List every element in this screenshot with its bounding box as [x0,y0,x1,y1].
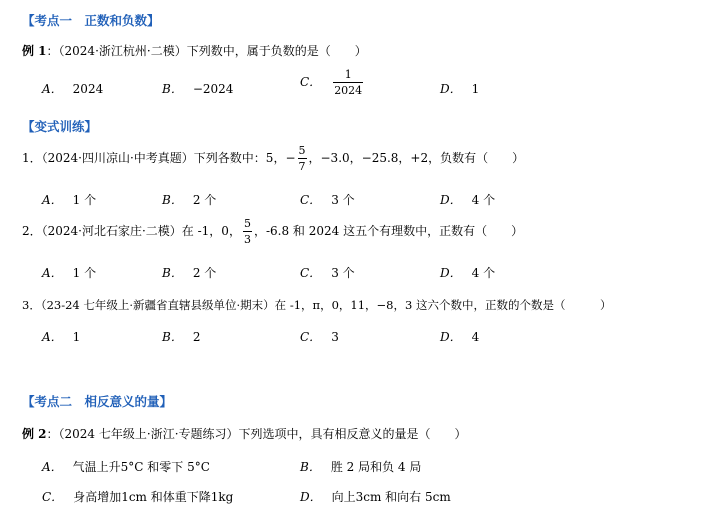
fraction-denominator: 3 [243,233,251,246]
option-value: 3 [331,330,339,344]
section-heading-training [22,117,97,135]
option-c [300,191,355,208]
option-d [440,80,479,97]
option-c [300,264,355,281]
example-text: ：（2024·浙江杭州·二模）下列数中，属于负数的是（ ） [46,44,367,58]
bracket-close: 】 [159,394,173,409]
option-b [300,458,421,475]
example-label: 例 2 [22,427,47,441]
stem-after: ，−3.0，−25.8，+2，负数有（ ） [308,151,525,165]
option-letter: C． [300,266,322,280]
option-letter: D． [440,193,462,207]
option-a [42,191,96,208]
stem-text: 3．（23-24 七年级上·新疆省直辖县级单位·期末）在 -1，π，0，11，−8，3 这六个数中，正数的个数是（ ） [22,298,612,312]
option-letter: B． [162,82,183,96]
option-value: 4 个 [471,193,496,207]
option-c [300,328,339,345]
example-1-stem [22,42,367,59]
option-letter: A． [42,193,63,207]
stem-before: 2．（2024·河北石家庄·二模）在 -1，0， [22,224,241,238]
option-letter: A． [42,266,63,280]
option-letter: C． [300,193,322,207]
bracket-close: 】 [147,13,160,28]
bracket-open: 【 [22,394,35,409]
option-letter: A． [42,82,63,96]
section-title: 变式训练 [34,119,85,134]
option-d [300,488,451,505]
option-letter: A． [42,460,63,474]
option-letter: D． [440,266,462,280]
question-2-stem [22,218,523,245]
option-value: 1 [72,330,81,344]
option-b [162,264,216,281]
option-value: 2 个 [192,193,217,207]
option-letter: D． [300,490,322,504]
fraction [298,145,307,172]
option-a [42,80,103,97]
section-title: 考点二 相反意义的量 [34,394,160,409]
option-value: 胜 2 局和负 4 局 [330,460,422,474]
option-value: 身高增加1cm 和体重下降1kg [73,490,234,504]
fraction-denominator: 7 [298,160,306,173]
option-letter: B． [162,330,183,344]
option-a [42,328,80,345]
option-value: 向上3cm 和向右 5cm [331,490,451,504]
option-value: 1 个 [72,266,97,280]
fraction-numerator: 5 [298,144,306,157]
option-b [162,191,216,208]
option-c [300,69,365,96]
option-b [162,80,233,97]
option-c [42,488,233,505]
option-value: 4 个 [471,266,496,280]
option-d [440,328,479,345]
option-letter: C． [42,490,64,504]
option-value: 3 个 [331,266,355,280]
question-3-stem [22,297,611,313]
stem-after: ，-6.8 和 2024 这五个有理数中，正数有（ ） [253,224,524,238]
option-letter: D． [440,82,462,96]
option-a [42,264,96,281]
option-b [162,328,200,345]
option-value: 2 [192,330,201,344]
option-value: 气温上升5°C 和零下 5°C [72,460,210,474]
option-letter: B． [162,266,183,280]
stem-before: 1．（2024·四川凉山·中考真题）下列各数中：5，− [22,151,296,165]
option-value: 2024 [72,82,104,96]
option-letter: B． [300,460,321,474]
fraction-denominator: 2024 [334,84,363,97]
option-value: 2 个 [192,266,217,280]
example-2-stem [22,425,467,442]
option-letter: C． [300,330,322,344]
example-text: ：（2024 七年级上·浙江·专题练习）下列选项中，具有相反意义的量是（ ） [46,427,467,441]
bracket-open: 【 [22,13,35,28]
section-title: 考点一 正数和负数 [34,13,148,28]
option-a [42,458,210,475]
section-heading-1 [22,11,160,29]
option-value: 1 个 [72,193,97,207]
option-d [440,264,495,281]
fraction [333,69,363,96]
section-heading-2 [22,392,172,410]
example-label: 例 1 [22,44,47,58]
option-letter: A． [42,330,63,344]
option-value: −2024 [192,82,234,96]
option-d [440,191,495,208]
fraction-numerator: 1 [333,69,363,83]
bracket-open: 【 [22,119,35,134]
option-letter: C． [300,75,322,89]
question-1-stem [22,145,524,172]
fraction [243,218,252,245]
option-value: 3 个 [331,193,355,207]
option-value: 1 [471,82,480,96]
fraction-numerator: 5 [243,217,251,230]
option-letter: B． [162,193,183,207]
option-value: 4 [471,330,480,344]
option-letter: D． [440,330,462,344]
bracket-close: 】 [84,119,98,134]
